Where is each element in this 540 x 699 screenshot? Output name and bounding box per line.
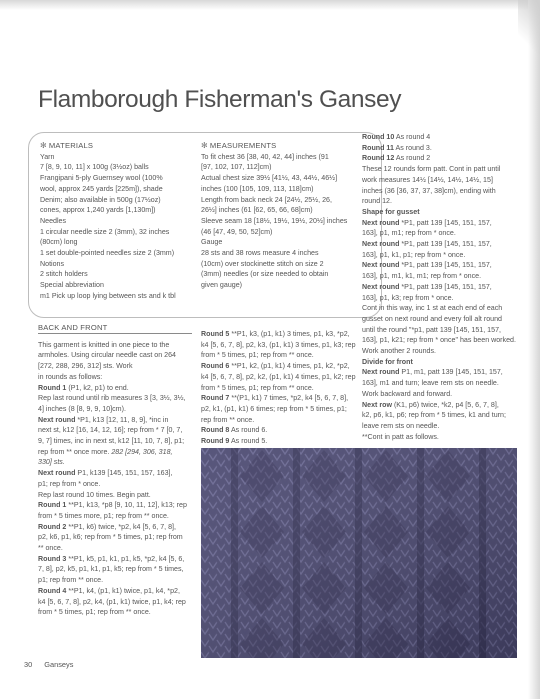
measurement-lines [201,152,369,238]
yarn-label: Yarn [40,152,55,161]
shape-gusset-heading: Shape for gusset [362,207,420,216]
text-line: **P1, k4, (p1, k1) twice, p1, k4, *p2, [66,586,180,595]
text-line: **P1, k2, (p1, k1) 4 times, p1, k2, *p2, [229,362,350,371]
text-line: rep from ** once. [201,415,255,424]
text-line: 163], m1 and turn; leave rem sts on needle. [362,379,499,388]
text-line: work measures 14½ [14½, 14½, 14½, 15] [362,175,493,184]
next-round-b: Next round P1, k139 [145, 151, 157, 163], p1; rep from * once. [38,469,173,488]
text-line: **P1, k6) twice, *p2, k4 [5, 6, 7, 8], [66,522,176,531]
page-title: Flamborough Fisherman's Gansey [38,86,402,113]
text-line: **Cont in patt as follows. [362,432,439,441]
text-line: 163], p1, k3; rep from * once. [362,293,454,302]
text-line: k4 [5, 6, 7, 8], p2, k3, (p1, k1) 3 times, p1, k3; rep [201,340,356,349]
patt-round-7: Round 7 **(P1, k1) 7 times, *p2, k4 [5, 6, 7, 8], p2, k1, (p1, k1) 6 times; rep from * 5 times, p1; rep from ** once. [201,394,349,424]
text-line: 163], p1, m1; rep from * once. [362,229,456,238]
text-line: Rep last round 10 times. Begin patt. [38,490,151,499]
text-line: Rep last round until rib measures 3 [3, 3½, 3½, [38,394,186,403]
patt-round-2: Round 2 **P1, k6) twice, *p2, k4 [5, 6, 7, 8], p2, k6, p1, k6; rep from * 5 times, p1; rep from ** once. [38,522,183,553]
text-line: from * 5 times, p1; rep from ** once. [38,608,151,617]
patt-round-8: Round 8 As round 6. [201,426,268,435]
text-line: leave rem sts on needle. [362,421,440,430]
text-line: 2 stitch holders [40,270,88,279]
text-line: from * 5 times, p1; rep from ** once. [201,383,314,392]
text-line: gusset on next round and every foll alt round [362,314,502,323]
rib-instructions [38,393,200,414]
patt-round-1: Round 1 **P1, k13, *p8 [9, 10, 11, 12], k13; rep from * 5 times more, p1; rep from ** once. [38,501,187,520]
text-line: p1; rep from * once. [38,479,101,488]
text-line: 7 [8, 9, 10, 11] x 100g (3½oz) balls [40,163,149,172]
middle-rounds [201,323,359,447]
back-front-heading: BACK AND FRONT [38,323,108,332]
text-line: k4 [5, 6, 7, 8], p2, k4, (p1, k1) twice, p1, k4; rep [38,597,186,606]
snowflake-icon: ✻ [201,141,208,150]
text-line: Cont in this way, inc 1 st at each end of each [362,304,503,313]
text-line: 7, 8], p2, k5, p1, k1, p1, k5; rep from * 5 times, [38,565,184,574]
text-line: **P1, k13, *p8 [9, 10, 11, 12], k13; rep [66,501,187,510]
text-line: 1 circular needle size 2 (3mm), 32 inches [40,227,170,236]
text-line: wool, approx 245 yards [225m]), shade [40,184,163,193]
abbrev-lines [40,291,200,302]
text-line: Frangipani 5-ply Guernsey wool (100% [40,174,163,183]
gauge-label: Gauge [201,238,223,247]
next-round-2: Next round *P1, patt 139 [145, 151, 157, 163], p1, k1, p1; rep from * once. [362,240,492,259]
text-line: *P1, patt 139 [145, 151, 157, [399,282,492,291]
text-line: round 12. [362,197,392,206]
text-line: k4 [5, 6, 7, 8], p2, k2, (p1, k1) 4 times, p1, k2; rep [201,372,356,381]
needles-label: Needles [40,216,67,225]
yarn-lines [40,162,200,216]
next-round-1: Next round *P1, patt 139 [145, 151, 157, 163], p1, m1; rep from * once. [362,218,492,238]
needles-lines [40,227,200,259]
text-line: m1 Pick up loop lying between sts and k tbl [40,291,176,300]
round-11: Round 11 As round 3. [362,143,432,152]
text-line: 9, 7] times, inc in next st, k12 [11, 10, 7, 8], p1; [38,437,185,446]
abbrev-label: Special abbreviation [40,281,104,290]
text-line: p1; rep from ** once. [38,576,104,585]
gauge-lines [201,248,369,291]
patt-round-5: Round 5 **P1, k3, (p1, k1) 3 times, p1, k3, *p2, k4 [5, 6, 7, 8], p2, k3, (p1, k1) 3 times, p1, k3; rep from * 5 times, p1; rep from ** once. [201,330,356,360]
text-line: 1 set double-pointed needles size 2 (3mm) [40,249,175,258]
text-line: *P1, patt 139 [145, 151, 157, [399,218,492,227]
back-front-rule [38,333,192,334]
scan-edge-right [528,0,540,699]
text-line: Length from back neck 24 [24½, 25½, 26, [201,195,332,204]
text-line: *P1, k13 [12, 11, 8, 9], *inc in [75,415,169,424]
text-line: [97, 102, 107, 112]cm) [201,163,272,172]
text-line: *P1, patt 139 [145, 151, 157, [399,261,492,270]
patt-round-9: Round 9 As round 5. [201,437,268,446]
patt-round-6: Round 6 **P1, k2, (p1, k1) 4 times, p1, k2, *p2, k4 [5, 6, 7, 8], p2, k2, (p1, k1) 4 times, p1, k2; rep from * 5 times, p1; rep from ** once. [201,362,356,392]
text-line: Work backward and forward. [362,389,453,398]
back-front-section [38,323,200,618]
text-line: from * 5 times, p1; rep from ** once. [201,351,314,360]
text-line: 4] inches (8 [8, 9, 9, 10]cm). [38,404,126,413]
text-line: P1, k139 [145, 151, 157, 163], [75,469,173,478]
next-row: Next row (K1, p6) twice, *k2, p4 [5, 6, 7, 8], k2, p6, k1, p6; rep from * 5 times, k1 and turn; leave rem sts on needle. **Cont in patt as follows. [362,400,506,441]
text-line: *P1, patt 139 [145, 151, 157, [399,240,492,249]
text-line: inches (100 [105, 109, 113, 118]cm) [201,184,314,193]
patt-intro [362,164,517,207]
text-line: These 12 rounds form patt. Cont in patt until [362,165,501,174]
text-line: (80cm) long [40,238,78,247]
snowflake-icon: ✻ [40,141,47,150]
swatch-texture [201,448,517,658]
materials-heading: ✻ MATERIALS [40,141,94,150]
footer-section: Ganseys [44,660,74,669]
patt-round-3: Round 3 **P1, k5, p1, k1, p1, k5, *p2, k4 [5, 6, 7, 8], p2, k5, p1, k1, p1, k5; rep from * 5 times, p1; rep from ** once. [38,554,185,585]
measurements-heading: ✻ MEASUREMENTS [201,141,277,150]
text-line: k2, p6, k1, p6; rep from * 5 times, k1 and turn; [362,411,506,420]
text-line: **P1, k5, p1, k1, p1, k5, *p2, k4 [5, 6, [66,554,185,563]
text-line: inches (36 [36, 37, 37, 38]cm), ending with [362,186,496,195]
text-line: until the round "*p1, patt 139 [145, 151, 157, [362,325,501,334]
notions-lines [40,269,200,280]
text-line: ** once. [38,544,63,553]
round-12: Round 12 As round 2 [362,154,431,163]
knitted-swatch-photo [201,448,517,658]
text-line: 163], p1, k21; rep from * once" has been worked. [362,336,516,345]
text-line: **P1, k3, (p1, k1) 3 times, p1, k3, *p2, [229,330,350,338]
text-line: p2, k1, (p1, k1) 6 times; rep from * 5 times, p1; [201,404,347,413]
text-line: armholes. Using circular needle cast on 264 [38,351,177,360]
round-10: Round 10 As round 4 [362,133,431,141]
text-line: 28 sts and 38 rows measure 4 inches [201,249,319,258]
text-line: rep from ** once more. [38,447,112,456]
divide-front-heading: Divide for front [362,357,413,366]
text-line: p2, k6, p1, k6; rep from * 5 times, p1; rep from [38,533,183,542]
text-line: Actual chest size 39½ [41½, 43, 44½, 46½] [201,174,338,183]
text-line: in rounds as follows: [38,372,103,381]
notions-label: Notions [40,259,65,268]
measurements-section [201,141,369,291]
text-line: Denim; also available in 500g (17½oz) [40,195,161,204]
text-line: 26½] inches (61 [62, 65, 66, 68]cm) [201,206,313,215]
text-line: This garment is knitted in one piece to the [38,340,170,349]
text-line: given gauge) [201,281,243,290]
materials-section [40,141,200,302]
page-footer [24,660,73,669]
text-line: **(P1, k1) 7 times, *p2, k4 [5, 6, 7, 8], [229,394,349,403]
text-line: To fit chest 36 [38, 40, 42, 44] inches (91 [201,152,329,161]
text-line: 163], p1, k1, p1; rep from * once. [362,250,466,259]
next-round-5: Next round P1, m1, patt 139 [145, 151, 157, 163], m1 and turn; leave rem sts on needle. Work backward and forward. [362,368,503,398]
text-line: P1, m1, patt 139 [145, 151, 157, [399,368,503,377]
swatch-shading [201,448,517,658]
page-number: 30 [24,660,33,669]
text-line: (46 [47, 49, 50, 52]cm) [201,227,273,236]
text-line: next st, k12 [16, 14, 12, 16]; rep from * 7 [0, 7, [38,426,183,435]
scan-edge-top [0,0,540,10]
text-line: Work another 2 rounds. [362,347,436,356]
next-round-a: Next round *P1, k13 [12, 11, 8, 9], *inc in next st, k12 [16, 14, 12, 16]; rep from * 7 [0, 7, 9, 7] times, inc in next st, k12 [11, 10, 7, 8], p1; rep from ** once more. 282 [294, 306, 318, 330] sts. [38,415,185,467]
text-line: cones, approx 1,240 yards [1,130m]) [40,206,156,215]
text-line: (K1, p6) twice, *k2, p4 [5, 6, 7, 8], [391,400,499,409]
text-line: 163], p1, m1, k1, m1; rep from * once. [362,272,482,281]
next-round-3: Next round *P1, patt 139 [145, 151, 157, 163], p1, m1, k1, m1; rep from * once. [362,261,492,281]
text-line: [272, 288, 296, 312] sts. Work [38,362,133,371]
patt-round-4: Round 4 **P1, k4, (p1, k1) twice, p1, k4, *p2, k4 [5, 6, 7, 8], p2, k4, (p1, k1) twice, p1, k4; rep from * 5 times, p1; rep from ** once. [38,586,186,617]
back-front-intro [38,340,200,383]
cont-gusset [362,303,517,357]
text-line: (10cm) over stockinette stitch on size 2 [201,259,324,268]
next-round-4: Next round *P1, patt 139 [145, 151, 157, 163], p1, k3; rep from * once. [362,282,492,302]
round-1: Round 1 (P1, k2, p1) to end. [38,383,129,392]
scan-corner-shadow [518,0,540,60]
text-line: Sleeve seam 18 [18½, 19½, 19½, 20½] inches [201,216,348,225]
text-line: (3mm) needles (or size needed to obtain [201,270,329,279]
text-line: from * 5 times more, p1; rep from ** once. [38,511,169,520]
right-column [362,132,517,442]
rep-rounds [38,490,200,501]
